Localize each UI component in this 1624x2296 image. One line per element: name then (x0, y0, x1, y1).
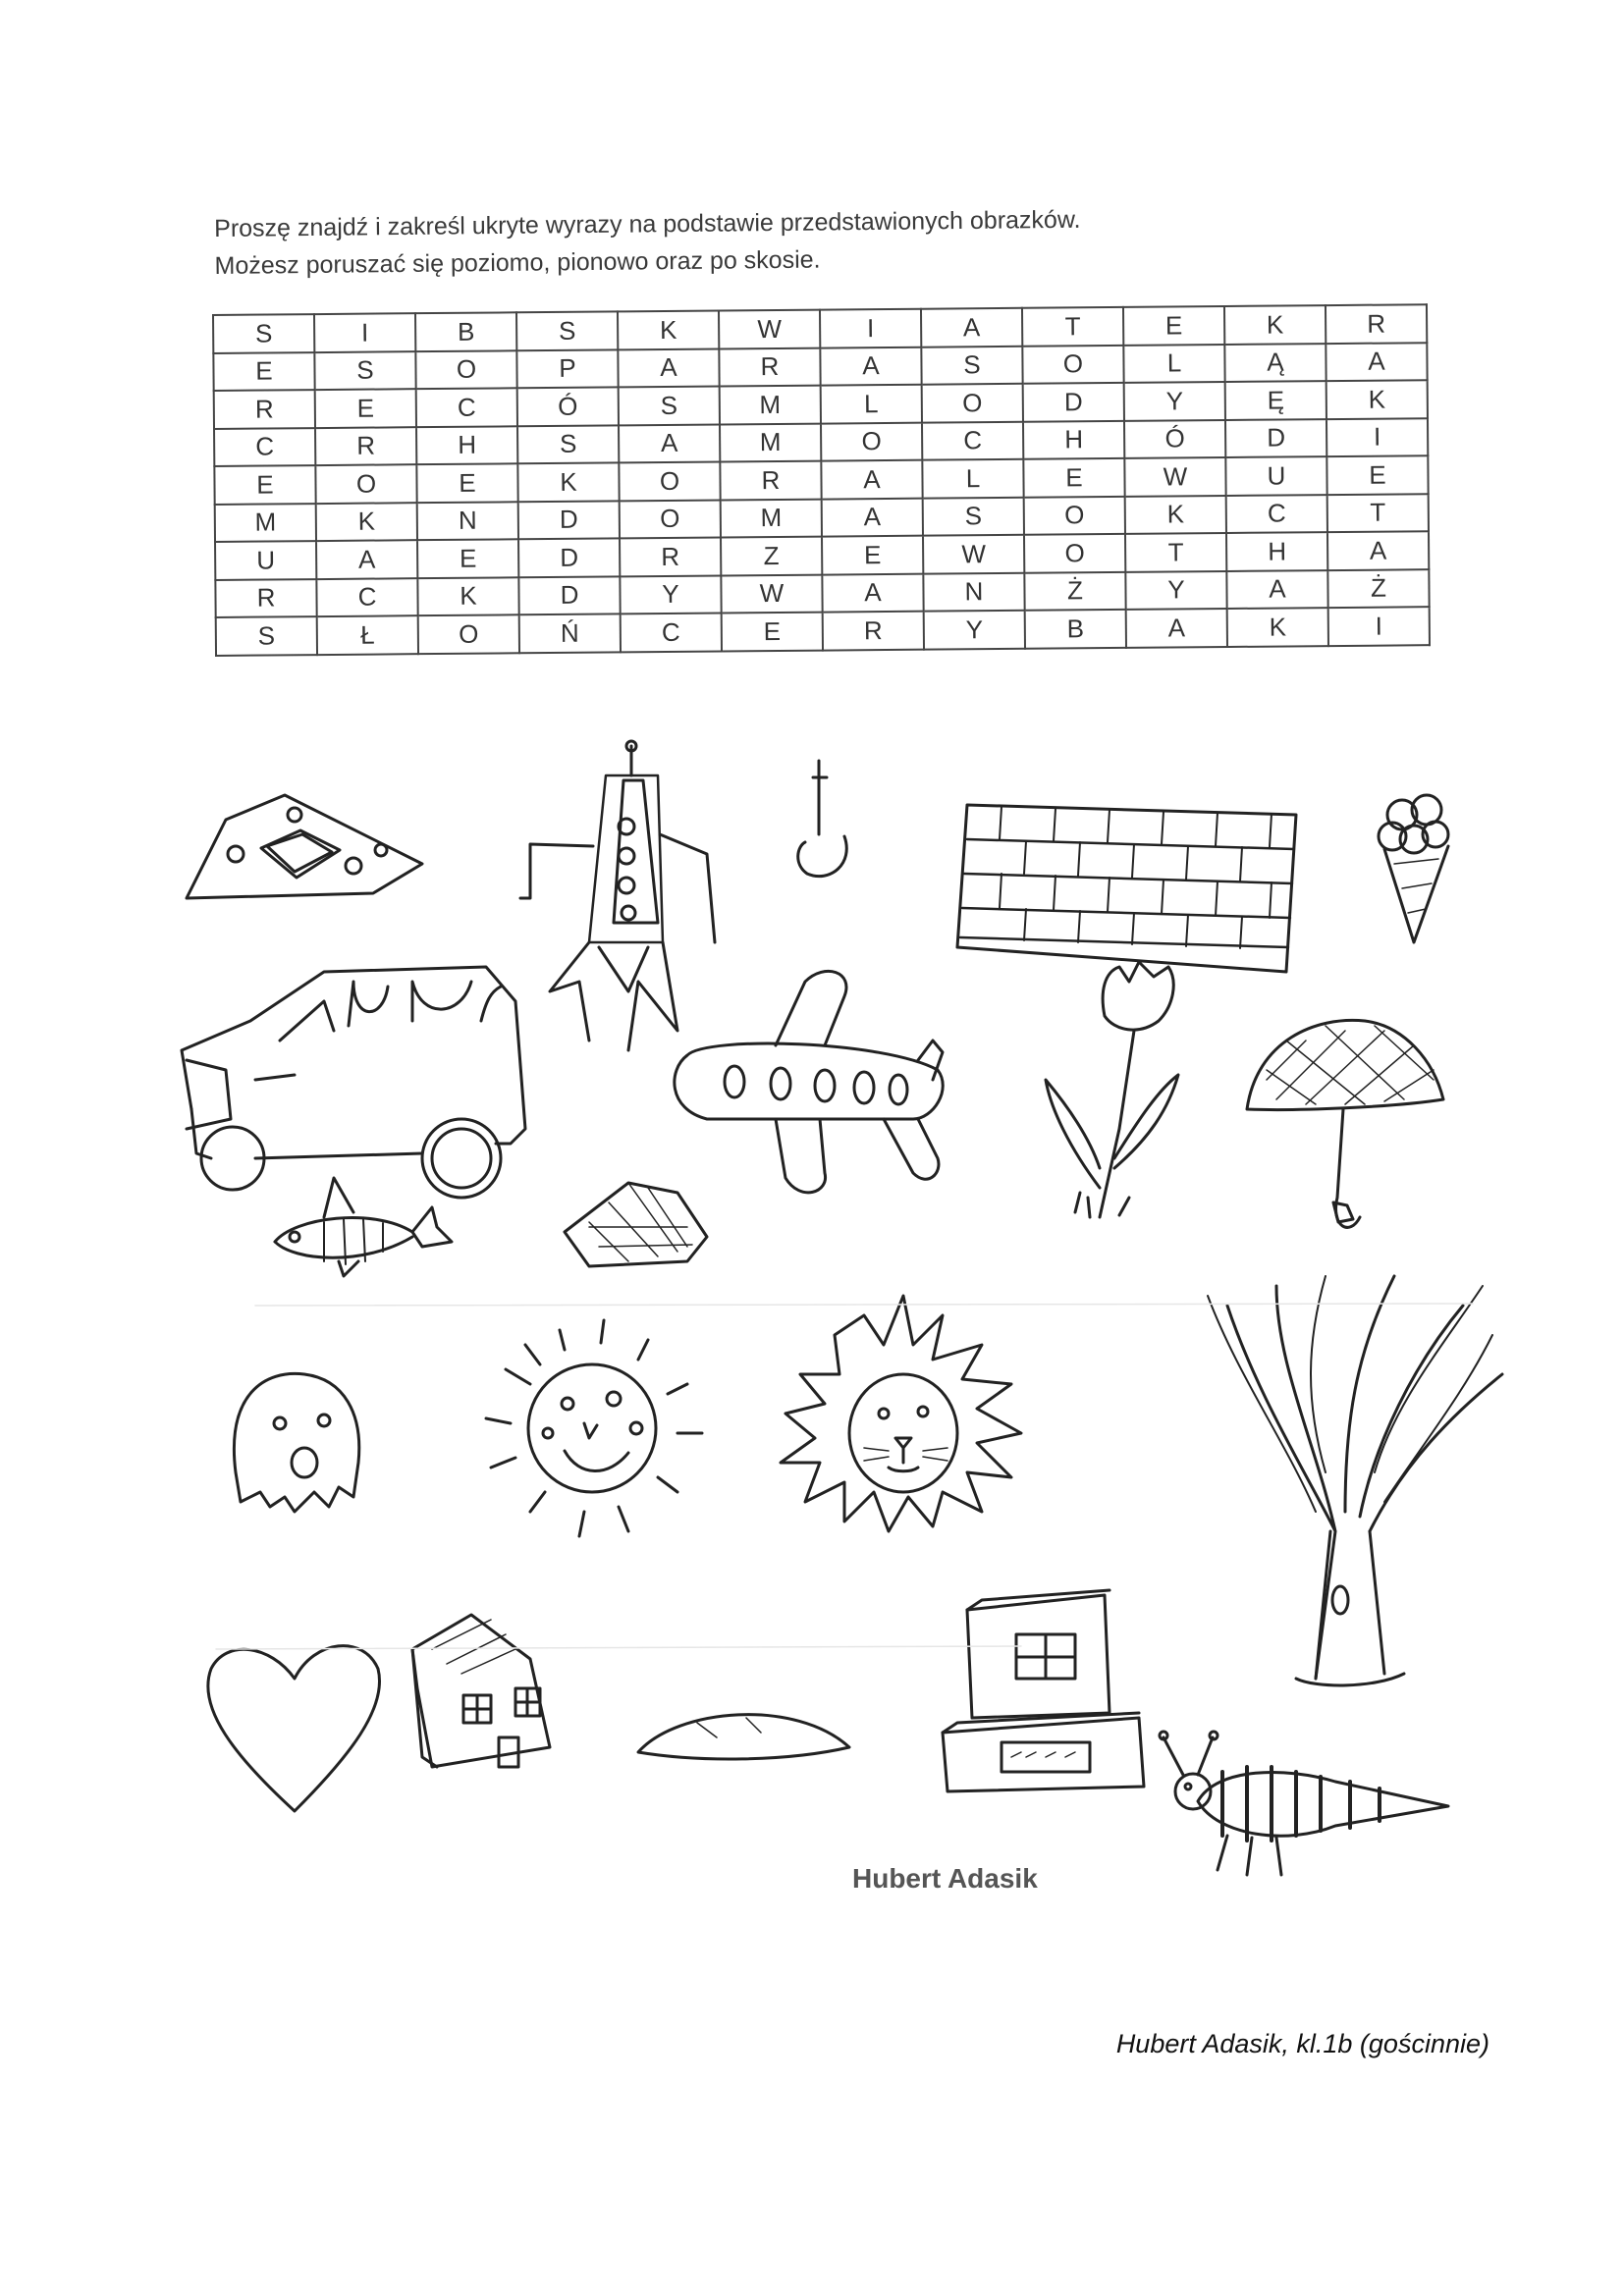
grid-cell: H (1226, 532, 1327, 570)
grid-cell: O (1022, 345, 1123, 383)
grid-cell: C (416, 388, 517, 426)
car-icon (182, 967, 525, 1198)
grid-cell: W (923, 535, 1024, 573)
ice-cream-icon (1379, 795, 1448, 942)
grid-cell: A (1326, 343, 1427, 381)
grid-cell: S (314, 351, 415, 390)
grid-cell: I (1328, 607, 1430, 645)
brick-wall-icon (957, 805, 1296, 972)
grid-cell: O (1024, 496, 1125, 534)
grid-cell: K (417, 577, 518, 615)
grid-cell: B (415, 312, 516, 350)
grid-cell: Ę (1225, 381, 1326, 419)
grid-cell: D (518, 538, 620, 576)
grid-cell: R (719, 347, 820, 386)
grid-cell: S (213, 314, 314, 352)
grid-cell: C (1226, 495, 1327, 533)
grid-cell: W (719, 310, 820, 348)
tulip-icon (1046, 962, 1178, 1217)
grid-cell: T (1022, 307, 1123, 346)
computer-icon (943, 1590, 1144, 1791)
rocket-icon (520, 741, 715, 1050)
grid-cell: Ł (317, 615, 418, 654)
grid-cell: Ó (1124, 419, 1225, 457)
grid-cell: R (620, 537, 721, 575)
grid-cell: S (619, 386, 720, 424)
grid-cell: E (1326, 455, 1428, 494)
grid-cell: L (821, 385, 922, 423)
grid-cell: C (922, 421, 1023, 459)
tree-icon (1208, 1276, 1502, 1685)
grid-cell: Ą (1224, 344, 1326, 382)
grid-cell: E (822, 536, 923, 574)
grid-cell: A (1226, 570, 1327, 609)
grid-cell: A (822, 498, 923, 536)
grid-cell: S (517, 425, 619, 463)
grid-cell: A (822, 573, 923, 612)
grid-cell: R (215, 579, 316, 617)
bread-loaf-icon (638, 1715, 849, 1759)
grid-cell: O (922, 384, 1023, 422)
grid-cell: M (215, 504, 316, 542)
grid-cell: K (1125, 495, 1226, 533)
grid-cell: A (316, 540, 417, 578)
grid-cell: R (823, 612, 924, 650)
signature-text: Hubert Adasik (852, 1863, 1038, 1894)
grid-cell: O (1024, 534, 1125, 572)
grid-cell: A (1126, 609, 1227, 647)
grid-cell: I (314, 313, 415, 351)
grid-cell: O (315, 464, 416, 503)
grid-cell: K (316, 503, 417, 541)
grid-cell: R (1326, 304, 1427, 343)
grid-cell: E (416, 463, 517, 502)
grid-cell: Y (1125, 570, 1226, 609)
bee-icon (1160, 1732, 1448, 1875)
grid-cell: U (1225, 456, 1326, 495)
grid-cell: A (618, 348, 719, 387)
grid-cell: A (619, 424, 720, 462)
grid-cell: Ó (517, 387, 619, 425)
grid-cell: I (820, 309, 921, 347)
grid-cell: D (518, 501, 620, 539)
umbrella-icon (1247, 1020, 1443, 1227)
sun-icon (486, 1320, 702, 1536)
grid-cell: E (213, 352, 314, 391)
grid-cell: K (517, 462, 619, 501)
grid-cell: A (921, 308, 1022, 347)
grid-cell: D (1023, 383, 1124, 421)
grid-cell: B (1025, 610, 1126, 648)
grid-cell: E (214, 465, 315, 504)
grid-cell: S (921, 346, 1022, 384)
grid-cell: O (821, 422, 922, 460)
grid-cell: Y (924, 611, 1025, 649)
grid-cell: Ń (519, 614, 621, 652)
grid-cell: A (821, 460, 922, 499)
grid-cell: T (1125, 533, 1226, 571)
grid-cell: P (516, 349, 618, 388)
carpet-icon (187, 795, 422, 898)
grid-cell: Z (721, 537, 822, 575)
grid-cell: Y (1124, 382, 1225, 420)
grid-cell: H (1023, 420, 1124, 458)
grid-cell: E (417, 539, 518, 577)
grid-cell: L (1123, 345, 1224, 383)
author-caption: Hubert Adasik, kl.1b (gościnnie) (1115, 2029, 1489, 2058)
grid-cell: C (316, 578, 417, 616)
grid-cell: E (315, 389, 416, 427)
grid-cell: O (619, 461, 720, 500)
cheese-icon (565, 1183, 707, 1266)
airplane-icon (675, 971, 943, 1192)
house-icon (412, 1615, 550, 1767)
hook-icon (798, 761, 847, 877)
grid-cell: R (315, 427, 416, 465)
grid-cell: S (216, 616, 317, 655)
grid-cell: M (720, 423, 821, 461)
grid-cell: C (621, 613, 722, 651)
grid-cell: Ż (1327, 569, 1429, 608)
grid-cell: Y (620, 575, 721, 614)
grid-cell: A (1327, 531, 1429, 569)
grid-cell: A (820, 347, 921, 385)
grid-cell: T (1327, 494, 1429, 532)
grid-cell: O (620, 500, 721, 538)
grid-cell: S (516, 311, 618, 349)
grid-cell: K (1227, 608, 1328, 646)
grid-cell: K (618, 310, 719, 348)
grid-cell: M (721, 499, 822, 537)
grid-cell: E (722, 613, 823, 651)
grid-cell: U (215, 541, 316, 579)
grid-cell: E (1123, 306, 1224, 345)
grid-cell: N (417, 502, 518, 540)
grid-cell: M (720, 386, 821, 424)
grid-cell: W (1124, 457, 1225, 496)
grid-cell: L (922, 459, 1023, 498)
grid-cell: H (416, 426, 517, 464)
grid-cell: E (1023, 458, 1124, 497)
instructions-line-2: Możesz poruszać się poziomo, pionowo oraz po skosie. (214, 245, 821, 280)
lion-icon (781, 1296, 1021, 1531)
ghost-icon (234, 1373, 358, 1512)
grid-cell: K (1224, 305, 1326, 344)
grid-cell: S (923, 497, 1024, 535)
grid-cell: K (1326, 380, 1428, 418)
grid-cell: D (518, 576, 620, 614)
grid-cell: R (720, 461, 821, 500)
grid-cell: N (923, 572, 1024, 611)
grid-cell: I (1326, 418, 1428, 456)
grid-cell: W (721, 574, 822, 613)
grid-cell: Ż (1024, 571, 1125, 610)
grid-cell: R (214, 390, 315, 428)
instructions-line-1: Proszę znajdź i zakreśl ukryte wyrazy na podstawie przedstawionych obrazków. (214, 205, 1081, 242)
grid-cell: O (418, 614, 519, 653)
grid-cell: C (214, 428, 315, 466)
fish-icon (275, 1178, 452, 1276)
grid-cell: O (415, 350, 516, 389)
heart-icon (208, 1646, 380, 1811)
grid-cell: D (1225, 419, 1326, 457)
